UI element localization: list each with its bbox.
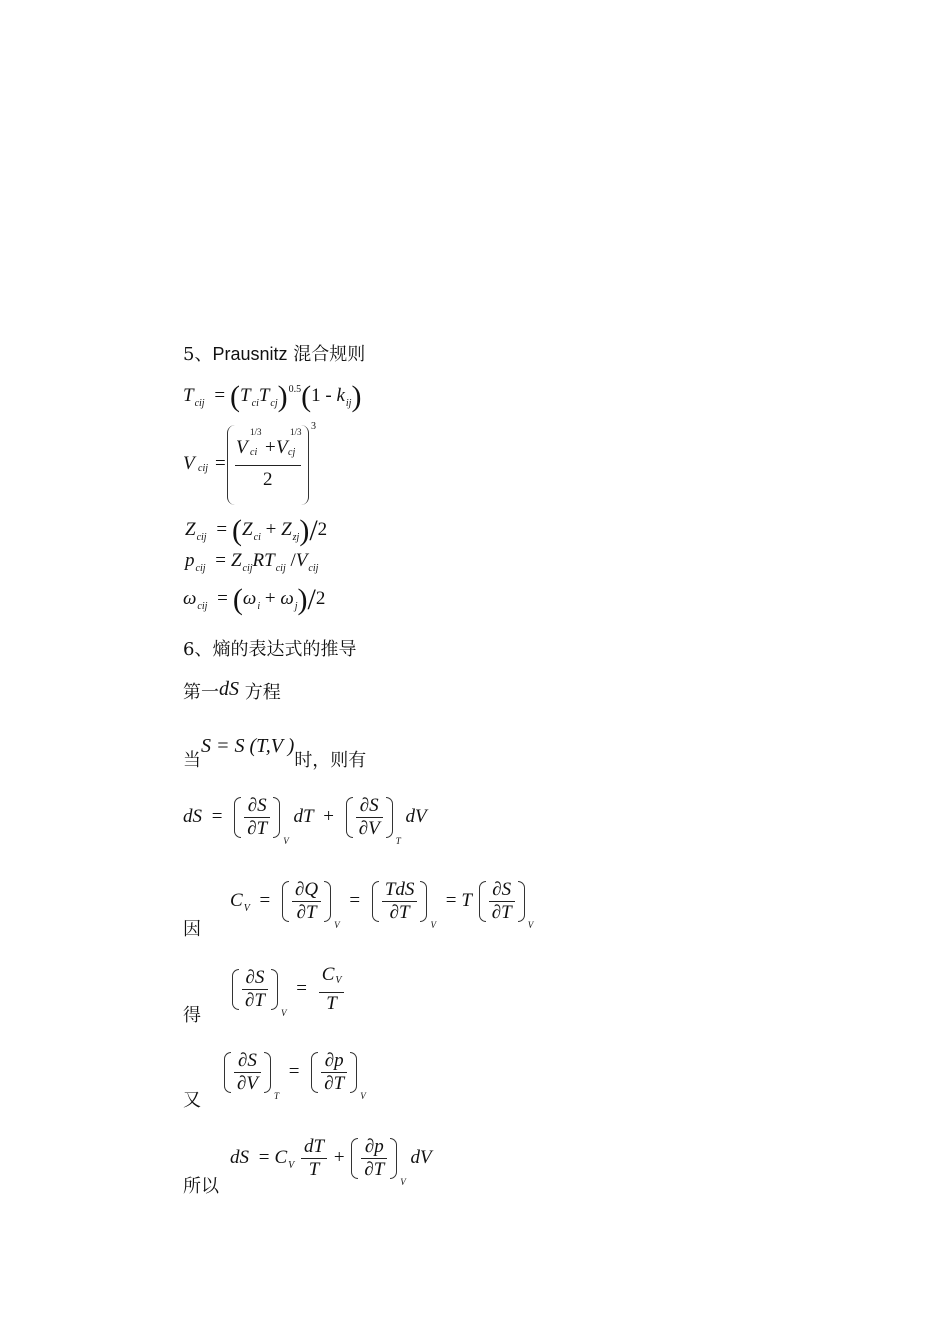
- paren: (: [232, 514, 243, 547]
- den: ∂T: [296, 902, 317, 923]
- fraction-line: [235, 465, 301, 466]
- sub-v: V: [288, 1159, 295, 1171]
- section-5-number: 5、: [183, 344, 213, 365]
- den: ∂T: [491, 902, 512, 923]
- equals: =: [214, 385, 226, 406]
- sub-cij: cij: [198, 463, 208, 474]
- num: ∂S: [489, 879, 515, 902]
- sub-cj: cj: [288, 447, 296, 458]
- var-t: T: [461, 889, 472, 911]
- partial-tds-dt: [372, 879, 428, 924]
- sub-ci: ci: [250, 447, 258, 458]
- section-6-heading: 6、熵的表达式的推导: [183, 639, 357, 660]
- two: 2: [317, 519, 328, 540]
- because-label: 因: [183, 919, 201, 940]
- equals: =: [288, 1060, 300, 1082]
- sub-zj: zj: [292, 532, 300, 543]
- sub-cij: cij: [308, 563, 319, 574]
- so-label: 所以: [183, 1176, 219, 1197]
- sub-cij: cij: [275, 563, 286, 574]
- equation-maxwell: [222, 1050, 366, 1101]
- paren: (: [230, 380, 241, 413]
- equals: =: [215, 550, 226, 571]
- num: ∂S: [242, 967, 268, 990]
- section-5-rest: 混合规则: [287, 344, 366, 365]
- var-omega: ω: [183, 588, 197, 609]
- denominator: 2: [263, 469, 273, 490]
- var-c: C: [274, 1146, 288, 1168]
- plus: +: [265, 519, 277, 540]
- partial-ds-dt: [479, 879, 525, 924]
- num: ∂S: [244, 795, 270, 818]
- dt-over-t: [301, 1136, 327, 1181]
- paren: ): [297, 583, 308, 616]
- sub-cij: cij: [196, 532, 207, 543]
- den: ∂T: [389, 902, 410, 923]
- paren: (: [232, 583, 243, 616]
- sub-v: V: [280, 1007, 287, 1018]
- den: ∂T: [364, 1159, 385, 1180]
- num: ∂p: [321, 1050, 347, 1073]
- dv-term: dV: [405, 805, 427, 827]
- sub-cij: cij: [195, 563, 206, 574]
- dv-term: dV: [410, 1146, 432, 1168]
- equals: =: [259, 889, 271, 911]
- sub-v: V: [430, 919, 436, 930]
- equals: =: [349, 889, 361, 911]
- equation-ds-final: [230, 1136, 432, 1187]
- paren: ): [277, 380, 288, 413]
- partial-ds-dt: [232, 967, 278, 1012]
- den: ∂V: [358, 818, 380, 839]
- section-5-heading: [183, 343, 365, 366]
- equals: =: [215, 453, 226, 474]
- two: 2: [315, 588, 326, 609]
- equals: =: [216, 519, 228, 540]
- plus: +: [333, 1146, 345, 1168]
- get-label: 得: [183, 1005, 201, 1026]
- num: TdS: [382, 879, 418, 902]
- equation-pcij: [185, 550, 318, 574]
- num: ∂S: [356, 795, 383, 818]
- ds-lhs: dS: [183, 805, 202, 827]
- equals: =: [211, 805, 223, 827]
- var-t: T: [183, 385, 194, 406]
- sub-cj: cj: [270, 398, 278, 409]
- den: ∂T: [245, 990, 265, 1011]
- var-c: C: [230, 889, 243, 911]
- num: dT: [301, 1136, 327, 1159]
- den: T: [308, 1159, 320, 1180]
- sub-j: j: [294, 601, 298, 612]
- sub-cij: cij: [197, 601, 208, 612]
- equals: =: [445, 889, 457, 911]
- var-zci: Z: [242, 519, 253, 540]
- equals: =: [217, 588, 228, 609]
- plus: +: [264, 588, 276, 609]
- c: C: [321, 964, 335, 985]
- sub-v: V: [243, 902, 250, 914]
- sub-ij: ij: [345, 398, 352, 409]
- first-ds-equation-line: [183, 678, 281, 704]
- var-z: Z: [230, 550, 242, 571]
- sub-cij: cij: [242, 563, 253, 574]
- when-line: [183, 735, 367, 771]
- when-equation: S = S (T,V ): [201, 735, 295, 757]
- paren: ): [299, 514, 310, 547]
- partial-dp-dt: [351, 1136, 397, 1181]
- equation-zcij: [185, 514, 327, 548]
- sub-cij: cij: [194, 398, 205, 409]
- exp-third: 1/3: [250, 427, 262, 437]
- den: ∂T: [324, 1073, 345, 1094]
- first-prefix: 第一: [183, 682, 219, 703]
- when-label: 当: [183, 750, 201, 771]
- equation-cv: [230, 879, 533, 930]
- den: ∂V: [237, 1073, 258, 1094]
- equation-tcij: [183, 380, 361, 414]
- num: ∂Q: [292, 879, 321, 902]
- partial-dq-dt: [282, 879, 331, 924]
- partial-ds-dv: [346, 795, 393, 840]
- var-omega-i: ω: [242, 588, 257, 609]
- exponent: 0.5: [288, 384, 302, 395]
- sub-v: V: [283, 835, 289, 846]
- dt-term: dT: [293, 805, 314, 827]
- sub-t: T: [274, 1090, 280, 1101]
- var-k: k: [336, 385, 345, 406]
- equals: =: [296, 977, 307, 999]
- paren: ): [351, 380, 362, 413]
- slash: /: [290, 550, 296, 571]
- var-rt: RT: [252, 550, 275, 571]
- var-vcj: V: [276, 437, 288, 458]
- equals: =: [258, 1146, 270, 1168]
- sub-v: V: [335, 975, 342, 986]
- exponent: 3: [311, 421, 316, 432]
- slash: /: [307, 583, 316, 616]
- num: [319, 964, 345, 993]
- first-suffix: 方程: [239, 682, 281, 703]
- slash: /: [309, 514, 318, 547]
- var-tci: T: [240, 385, 251, 406]
- when-suffix: 时，则有: [294, 750, 367, 771]
- sub-v: V: [527, 919, 534, 930]
- sub-v: V: [400, 1176, 406, 1187]
- ds-lhs: dS: [230, 1146, 249, 1168]
- section-5-latin: Prausnitz: [212, 344, 288, 364]
- cv-over-t: [319, 964, 345, 1015]
- minus: -: [325, 385, 332, 406]
- plus: +: [323, 805, 334, 827]
- sub-v: V: [360, 1090, 366, 1101]
- den: T: [326, 993, 337, 1014]
- also-label: 又: [183, 1090, 201, 1111]
- var-v: V: [183, 453, 195, 474]
- num: ∂p: [361, 1136, 387, 1159]
- var-p: p: [185, 550, 195, 571]
- var-vci: V: [236, 437, 248, 458]
- one: 1: [311, 385, 321, 406]
- first-ds: dS: [219, 678, 239, 700]
- var-tcj: T: [258, 385, 270, 406]
- var-v: V: [295, 550, 308, 571]
- partial-dp-dt: [311, 1050, 357, 1095]
- equation-ds-total: [183, 795, 427, 846]
- plus: +: [265, 437, 276, 458]
- equation-ds-dt-cv: [230, 964, 346, 1018]
- den: ∂T: [247, 818, 268, 839]
- paren: (: [301, 380, 312, 413]
- var-zzj: Z: [281, 519, 292, 540]
- exp-third: 1/3: [290, 427, 302, 437]
- partial-ds-dv: [224, 1050, 271, 1095]
- var-z: Z: [185, 519, 196, 540]
- sub-t: T: [395, 835, 401, 846]
- var-omega-j: ω: [280, 588, 294, 609]
- sub-ci: ci: [253, 532, 261, 543]
- partial-ds-dt: [234, 795, 280, 840]
- sub-ci: ci: [251, 398, 259, 409]
- num: ∂S: [234, 1050, 261, 1073]
- sub-i: i: [257, 601, 261, 612]
- equation-wcij: [183, 583, 325, 617]
- sub-v: V: [334, 919, 340, 930]
